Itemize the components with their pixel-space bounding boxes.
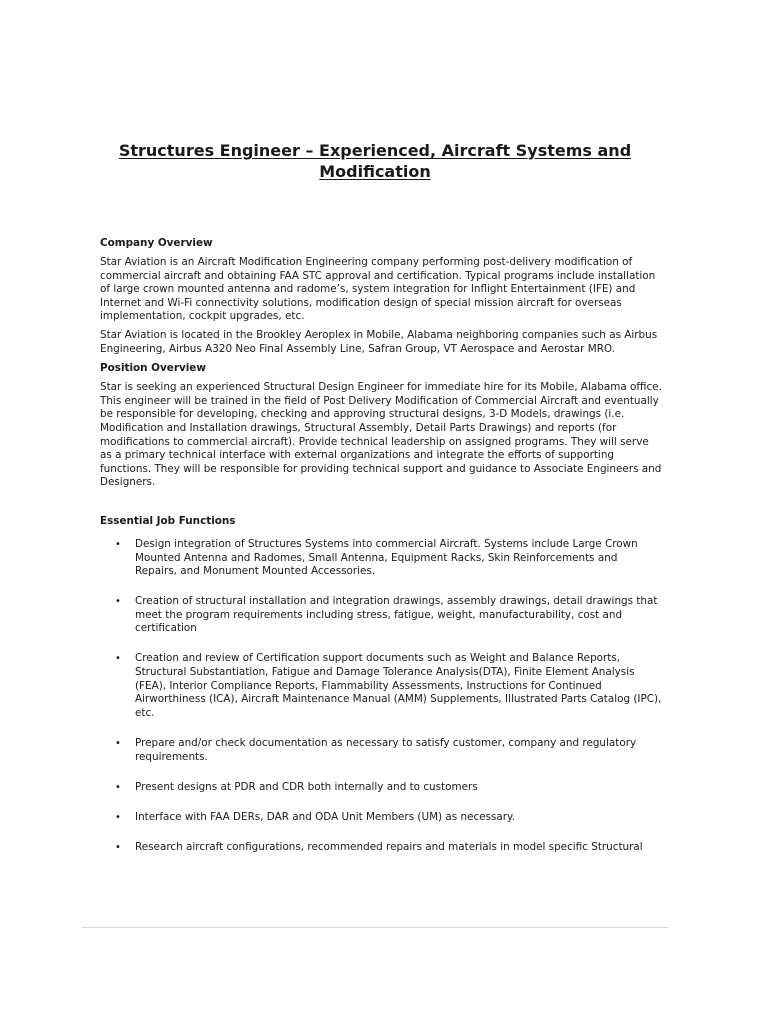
list-item — [100, 737, 662, 764]
bullet-icon: • — [115, 538, 121, 550]
list-item-text: Interface with FAA DERs, DAR and ODA Unit Members (UM) as necessary. — [135, 810, 516, 823]
list-item-text: Creation and review of Certification support documents such as Weight and Balance Reports, Structural Substantiation, Fatigue and Damage Tolerance Analysis(DTA), Finite Element Analysis (FEA), Interior Compliance Reports, Flammability Assessments, Instructions for Continued Airworthiness (ICA), Aircraft Maintenance Manual (AMM) Supplements, Illustrated Parts Catalog (IPC), etc. — [135, 652, 662, 719]
document-body — [100, 236, 662, 871]
list-item-text: Present designs at PDR and CDR both internally and to customers — [135, 780, 478, 793]
list-item — [100, 538, 662, 579]
position-overview-paragraph: Star is seeking an experienced Structural Design Engineer for immediate hire for its Mobile, Alabama office. This engineer will be trained in the field of Post Delivery Modification of Commercial Aircraft and eventually be responsible for developing, checking and approving structural designs, 3-D Models, drawings (i.e. Modification and Installation drawings, Structural Assembly, Detail Parts Drawings) and reports (for modifications to commercial aircraft). Provide technical leadership on assigned programs. They will serve as a primary technical interface with external organizations and integrate the efforts of supporting functions. They will be responsible for providing technical support and guidance to Associate Engineers and Designers. — [100, 381, 662, 489]
position-overview-heading: Position Overview — [100, 362, 206, 375]
page-divider — [82, 927, 668, 928]
company-overview-paragraph: Star Aviation is an Aircraft Modification Engineering company performing post-delivery modification of commercial aircraft and obtaining FAA STC approval and certification. Typical programs include installation of large crown mounted antenna and radome’s, system integration for Inflight Entertainment (IFE) and Internet and Wi-Fi connectivity solutions, modification design of special mission aircraft for overseas implementation, cockpit upgrades, etc. — [100, 256, 656, 323]
list-item — [100, 781, 662, 795]
company-location-paragraph: Star Aviation is located in the Brookley Aeroplex in Mobile, Alabama neighboring companies such as Airbus Engineering, Airbus A320 Neo Final Assembly Line, Safran Group, VT Aerospace and Aerostar MRO. — [100, 328, 658, 355]
list-item-text: Design integration of Structures Systems into commercial Aircraft. Systems include Large Crown Mounted Antenna and Radomes, Small Antenna, Equipment Racks, Skin Reinforcements and Repairs, and Monument Mounted Accessories. — [135, 537, 638, 578]
list-item — [100, 841, 662, 855]
bullet-icon: • — [115, 737, 121, 749]
list-item-text: Research aircraft configurations, recommended repairs and materials in model specific Structural — [135, 840, 643, 853]
job-functions-list — [100, 538, 662, 855]
bullet-icon: • — [115, 781, 121, 793]
essential-job-functions-heading: Essential Job Functions — [100, 514, 236, 527]
list-item-text: Prepare and/or check documentation as necessary to satisfy customer, company and regulatory requirements. — [135, 736, 637, 763]
company-overview-heading: Company Overview — [100, 237, 213, 249]
bullet-icon: • — [115, 653, 121, 665]
bullet-icon: • — [115, 596, 121, 608]
list-item — [100, 811, 662, 825]
document-title: Structures Engineer – Experienced, Aircraft Systems and Modification — [118, 141, 632, 181]
list-item-text: Creation of structural installation and integration drawings, assembly drawings, detail drawings that meet the program requirements including stress, fatigue, weight, manufacturability, cost and certification — [135, 595, 658, 635]
bullet-icon: • — [115, 811, 121, 823]
list-item — [100, 595, 662, 636]
list-item — [100, 652, 662, 720]
bullet-icon: • — [115, 841, 121, 853]
